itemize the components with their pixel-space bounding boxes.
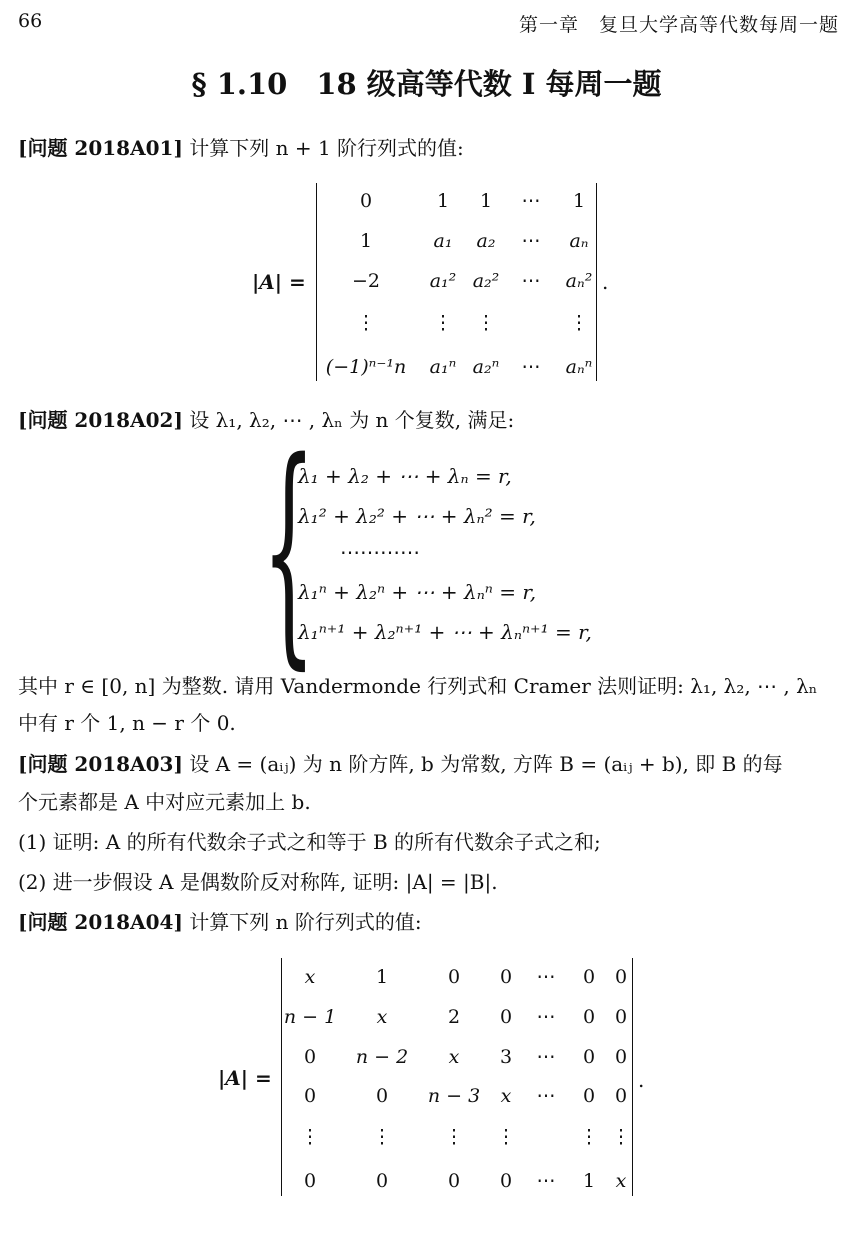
problem-1-statement	[18, 136, 844, 160]
section-title: § 1.10 18 级高等代数 I 每周一题	[191, 67, 662, 101]
problem-2-statement	[18, 408, 844, 432]
determinant-4-cell-r2-c4: 0	[499, 1006, 513, 1028]
problem-3-line-2: 个元素都是 A 中对应元素加上 b.	[18, 790, 311, 814]
determinant-4-right-bar	[632, 958, 633, 1196]
determinant-1-label: |A| =	[252, 270, 306, 294]
determinant-1-cell-r1-c5: 1	[572, 190, 586, 212]
determinant-1-right-bar	[596, 183, 597, 381]
determinant-4-cell-r4-c3: n − 3	[427, 1085, 481, 1107]
problem-3-part-1: (1) 证明: A 的所有代数余子式之和等于 B 的所有代数余子式之和;	[18, 830, 601, 854]
equation-2: λ₁² + λ₂² + ⋯ + λₙ² = r,	[298, 504, 536, 528]
determinant-4-cell-r4-c6: 0	[582, 1085, 596, 1107]
determinant-1-cell-r2-c4: ⋯	[521, 230, 541, 252]
determinant-4-cell-r4-c2: 0	[375, 1085, 389, 1107]
determinant-4-cell-r2-c3: 2	[447, 1006, 461, 1028]
determinant-1-cell-r2-c2: a₁	[433, 230, 453, 252]
determinant-4-cell-r2-c6: 0	[582, 1006, 596, 1028]
problem-4-id: [问题 2018A04]	[18, 910, 183, 934]
equation-n: λ₁ⁿ + λ₂ⁿ + ⋯ + λₙⁿ = r,	[298, 580, 537, 604]
determinant-1-cell-r1-c1: 0	[359, 190, 373, 212]
system-brace: {	[262, 410, 316, 690]
problem-3-id: [问题 2018A03]	[18, 752, 183, 776]
determinant-4-cell-r1-c5: ⋯	[536, 966, 556, 988]
problem-4-text: 计算下列 n 阶行列式的值:	[189, 910, 422, 934]
determinant-4-cell-r6-c1: 0	[303, 1170, 317, 1192]
determinant-1-cell-r2-c1: 1	[359, 230, 373, 252]
determinant-4-cell-r1-c1: x	[304, 966, 316, 988]
problem-2-conclusion-line-2: 中有 r 个 1, n − r 个 0.	[18, 711, 236, 735]
determinant-4-cell-r5-c2: ⋮	[372, 1126, 392, 1148]
determinant-1-cell-r5-c5: aₙⁿ	[565, 356, 593, 378]
determinant-4-cell-r6-c6: 1	[582, 1170, 596, 1192]
determinant-1-cell-r5-c1: (−1)ⁿ⁻¹n	[325, 356, 407, 378]
chapter-header: 第一章 复旦大学高等代数每周一题	[518, 14, 839, 36]
equation-dots: ⋯⋯⋯⋯	[340, 540, 420, 564]
problem-1-id: [问题 2018A01]	[18, 136, 183, 160]
determinant-4-cell-r5-c3: ⋮	[444, 1126, 464, 1148]
problem-2-conclusion-line-1: 其中 r ∈ [0, n] 为整数. 请用 Vandermonde 行列式和 Cramer 法则证明: λ₁, λ₂, ⋯ , λₙ	[18, 674, 818, 698]
determinant-4-cell-r5-c6: ⋮	[579, 1126, 599, 1148]
determinant-1-cell-r4-c3: ⋮	[476, 312, 496, 334]
determinant-1-cell-r3-c5: aₙ²	[565, 270, 593, 292]
determinant-4-cell-r2-c1: n − 1	[283, 1006, 337, 1028]
determinant-4-left-bar	[281, 958, 282, 1196]
determinant-4-cell-r2-c7: 0	[614, 1006, 628, 1028]
determinant-4-cell-r3-c7: 0	[614, 1046, 628, 1068]
problem-3-line-1: 设 A = (aᵢⱼ) 为 n 阶方阵, b 为常数, 方阵 B = (aᵢⱼ + b), 即 B 的每	[189, 752, 783, 776]
equation-n-plus-1: λ₁ⁿ⁺¹ + λ₂ⁿ⁺¹ + ⋯ + λₙⁿ⁺¹ = r,	[298, 620, 592, 644]
determinant-4-cell-r3-c2: n − 2	[355, 1046, 409, 1068]
determinant-4-cell-r5-c1: ⋮	[300, 1126, 320, 1148]
determinant-4-cell-r5-c4: ⋮	[496, 1126, 516, 1148]
determinant-1-cell-r2-c3: a₂	[476, 230, 496, 252]
problem-4-statement	[18, 910, 844, 934]
determinant-1-cell-r1-c3: 1	[479, 190, 493, 212]
determinant-4-cell-r4-c4: x	[500, 1085, 512, 1107]
determinant-1-cell-r5-c2: a₁ⁿ	[429, 356, 457, 378]
determinant-4-cell-r1-c4: 0	[499, 966, 513, 988]
determinant-4-cell-r4-c5: ⋯	[536, 1085, 556, 1107]
determinant-4-cell-r6-c7: x	[615, 1170, 627, 1192]
determinant-4-cell-r2-c5: ⋯	[536, 1006, 556, 1028]
determinant-4-cell-r6-c4: 0	[499, 1170, 513, 1192]
problem-2-text: 设 λ₁, λ₂, ⋯ , λₙ 为 n 个复数, 满足:	[189, 408, 515, 432]
problem-3-statement	[18, 752, 844, 776]
determinant-1-cell-r3-c4: ⋯	[521, 270, 541, 292]
determinant-4-cell-r1-c3: 0	[447, 966, 461, 988]
determinant-1-cell-r4-c1: ⋮	[356, 312, 376, 334]
determinant-1-period: .	[602, 270, 609, 294]
determinant-1-cell-r5-c4: ⋯	[521, 356, 541, 378]
determinant-4-cell-r3-c6: 0	[582, 1046, 596, 1068]
determinant-1-left-bar	[316, 183, 317, 381]
determinant-4-cell-r6-c5: ⋯	[536, 1170, 556, 1192]
problem-3-part-2: (2) 进一步假设 A 是偶数阶反对称阵, 证明: |A| = |B|.	[18, 870, 498, 894]
determinant-1-cell-r3-c1: −2	[351, 270, 381, 292]
determinant-1-cell-r3-c3: a₂²	[472, 270, 500, 292]
determinant-4-period: .	[638, 1068, 645, 1092]
determinant-1-cell-r5-c3: a₂ⁿ	[472, 356, 500, 378]
determinant-4-cell-r1-c6: 0	[582, 966, 596, 988]
determinant-1-cell-r4-c5: ⋮	[569, 312, 589, 334]
determinant-1-cell-r3-c2: a₁²	[429, 270, 457, 292]
determinant-1-cell-r4-c2: ⋮	[433, 312, 453, 334]
determinant-4-cell-r6-c3: 0	[447, 1170, 461, 1192]
determinant-1-cell-r2-c5: aₙ	[569, 230, 589, 252]
determinant-4-cell-r4-c1: 0	[303, 1085, 317, 1107]
determinant-4-cell-r1-c7: 0	[614, 966, 628, 988]
determinant-1-cell-r1-c4: ⋯	[521, 190, 541, 212]
determinant-4-label: |A| =	[218, 1066, 272, 1090]
determinant-4-cell-r3-c3: x	[448, 1046, 460, 1068]
determinant-4-cell-r5-c7: ⋮	[611, 1126, 631, 1148]
determinant-1-cell-r1-c2: 1	[436, 190, 450, 212]
determinant-4-cell-r4-c7: 0	[614, 1085, 628, 1107]
problem-1-text: 计算下列 n + 1 阶行列式的值:	[189, 136, 464, 160]
determinant-4-cell-r3-c5: ⋯	[536, 1046, 556, 1068]
determinant-4-cell-r6-c2: 0	[375, 1170, 389, 1192]
determinant-4-cell-r3-c1: 0	[303, 1046, 317, 1068]
page-number: 66	[18, 10, 43, 32]
problem-2-id: [问题 2018A02]	[18, 408, 183, 432]
determinant-4-cell-r3-c4: 3	[499, 1046, 513, 1068]
determinant-4-cell-r1-c2: 1	[375, 966, 389, 988]
determinant-4-cell-r2-c2: x	[376, 1006, 388, 1028]
equation-1: λ₁ + λ₂ + ⋯ + λₙ = r,	[298, 464, 512, 488]
